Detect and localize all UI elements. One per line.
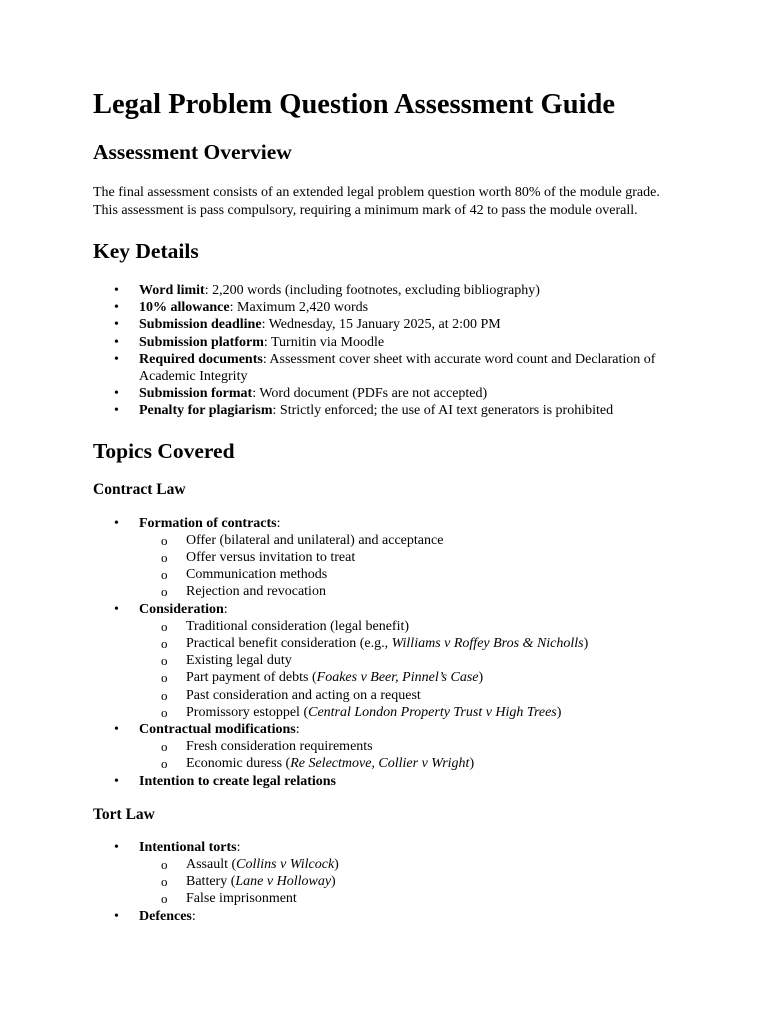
key-detail-label: Word limit — [139, 283, 205, 298]
key-detail-item — [93, 316, 683, 333]
tort-law-list — [93, 839, 683, 925]
key-detail-item — [93, 402, 683, 419]
case-name: Lane v Holloway — [235, 874, 332, 890]
key-detail-label: Penalty for plagiarism — [139, 403, 273, 419]
subtopic-item: o Traditional consideration (legal benefit) — [139, 618, 683, 635]
key-detail-item — [93, 282, 683, 299]
topic-item-consideration — [93, 601, 683, 721]
tort-law-heading: Tort Law — [93, 805, 155, 823]
subtopic-item: o Rejection and revocation — [139, 583, 683, 600]
overview-paragraph: The final assessment consists of an extended legal problem question worth 80% of the module grade. This assessment is pass compulsory, requiring a minimum mark of 42 to pass the module overall. — [93, 185, 660, 218]
key-detail-item — [93, 299, 683, 316]
topic-item-intentional-torts — [93, 839, 683, 908]
case-name: Williams v Roffey Bros & Nicholls — [391, 636, 584, 652]
subtopic-text: ) — [334, 857, 339, 873]
key-detail-text: : Turnitin via Moodle — [263, 334, 385, 350]
topics-heading: Topics Covered — [93, 438, 235, 463]
key-detail-item — [93, 351, 683, 385]
subtopic-text: ) — [469, 756, 475, 772]
subtopic-item: o Communication methods — [139, 566, 683, 583]
topic-label: Intentional torts — [139, 839, 237, 855]
subtopic-list — [139, 738, 683, 772]
subtopic-text: ) — [583, 636, 589, 652]
subtopic-text: Assault ( — [186, 857, 237, 873]
subtopic-text: ) — [556, 704, 562, 720]
subtopic-text: Economic duress ( — [186, 756, 291, 772]
topic-item-formation — [93, 515, 683, 601]
key-detail-text: : Wednesday, 15 January 2025, at 2:00 PM — [261, 317, 501, 333]
subtopic-item: o Offer versus invitation to treat — [139, 549, 683, 566]
document-page — [93, 86, 683, 925]
key-detail-label: Submission deadline — [139, 317, 262, 333]
topic-item-defences — [93, 908, 683, 925]
subtopic-list — [139, 618, 683, 721]
colon: : — [223, 601, 228, 617]
case-name: Central London Property Trust v High Trees — [308, 704, 557, 720]
key-detail-label: Required documents — [139, 351, 263, 367]
key-detail-label: Submission format — [139, 386, 253, 402]
key-detail-text: : 2,200 words (including footnotes, excluding bibliography) — [204, 283, 540, 298]
key-detail-item — [93, 385, 683, 402]
subtopic-list — [139, 856, 683, 908]
colon: : — [236, 839, 241, 855]
key-details-list — [93, 282, 683, 420]
colon: : — [276, 515, 281, 531]
topic-item-intention — [93, 773, 683, 790]
subtopic-item — [139, 704, 683, 721]
subtopic-item: o Past consideration and acting on a request — [139, 687, 683, 704]
key-detail-item — [93, 334, 683, 351]
overview-heading: Assessment Overview — [93, 140, 292, 164]
key-details-heading: Key Details — [93, 239, 199, 263]
key-detail-text: : Strictly enforced; the use of AI text generators is prohibited — [272, 403, 614, 419]
topic-label: Consideration — [139, 601, 224, 617]
key-detail-label: Submission platform — [139, 334, 264, 350]
key-detail-text: : Assessment cover sheet with accurate word count and Declaration of Academic Integrity — [139, 351, 656, 385]
case-name: Re Selectmove, Collier v Wright — [290, 756, 470, 772]
subtopic-item — [139, 873, 683, 890]
subtopic-text: Battery ( — [186, 874, 236, 890]
topic-label: Contractual modifications — [139, 722, 296, 738]
subtopic-item: o False imprisonment — [139, 890, 683, 907]
subtopic-item — [139, 669, 683, 686]
colon: : — [295, 722, 300, 738]
key-detail-label: 10% allowance — [139, 300, 230, 316]
subtopic-text: Part payment of debts ( — [186, 670, 317, 686]
case-name: Collins v Wilcock — [236, 857, 335, 873]
colon: : — [191, 908, 196, 924]
subtopic-text: ) — [478, 670, 484, 686]
subtopic-item — [139, 856, 683, 873]
subtopic-text: Promissory estoppel ( — [186, 704, 309, 720]
topic-item-modifications — [93, 721, 683, 773]
key-detail-text: : Maximum 2,420 words — [229, 300, 369, 316]
contract-law-list — [93, 515, 683, 790]
subtopic-text: Practical benefit consideration (e.g., — [186, 636, 392, 652]
subtopic-item: o Offer (bilateral and unilateral) and acceptance — [139, 532, 683, 549]
case-name: Foakes v Beer, Pinnel’s Case — [316, 670, 479, 686]
contract-law-heading: Contract Law — [93, 480, 186, 498]
page-title: Legal Problem Question Assessment Guide — [93, 89, 615, 120]
subtopic-item: o Existing legal duty — [139, 652, 683, 669]
key-detail-text: : Word document (PDFs are not accepted) — [252, 386, 488, 402]
subtopic-item — [139, 635, 683, 652]
subtopic-item — [139, 755, 683, 772]
subtopic-item: o Fresh consideration requirements — [139, 738, 683, 755]
topic-label: Intention to create legal relations — [139, 773, 337, 789]
subtopic-list — [139, 532, 683, 601]
topic-label: Defences — [139, 908, 192, 924]
subtopic-text: ) — [331, 874, 336, 890]
topic-label: Formation of contracts — [139, 515, 277, 531]
